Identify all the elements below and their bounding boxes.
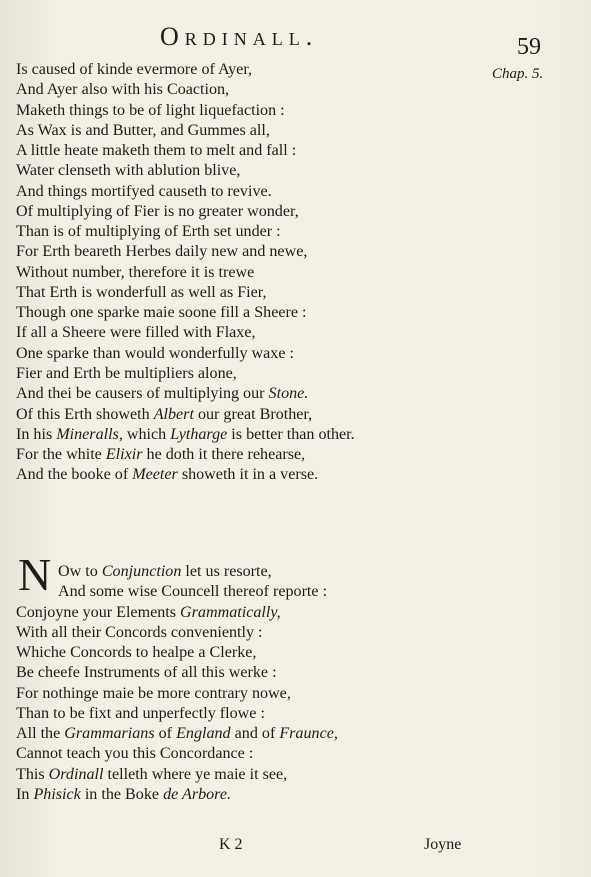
verse-line [16,323,484,343]
text-run: he doth it there rehearse, [142,446,306,464]
verse-line [16,121,484,141]
text-run: As Wax is and Butter, and Gummes all, [16,121,270,139]
verse-line [16,384,484,404]
running-head: Ordinall. [160,22,319,51]
italic-text: Lytharge [170,425,228,443]
verse-line [16,263,484,283]
text-run: That Erth is wonderfull as well as Fier, [16,283,267,301]
text-run: If all a Sheere were filled with Flaxe, [16,324,256,342]
verse-line [16,663,484,683]
verse-block-2 [16,562,484,805]
italic-text: England [176,725,231,743]
text-run: For the white [16,446,106,464]
italic-text: Stone. [268,385,309,403]
verse-line [16,182,484,202]
verse-line [16,283,484,303]
text-run: With all their Concords conveniently : [16,623,263,641]
text-run: Be cheefe Instruments of all this werke : [16,664,277,682]
italic-text: Grammarians [64,725,155,743]
text-run: Maketh things to be of light liquefaction : [16,101,285,119]
text-run: For Erth beareth Herbes daily new and newe, [16,243,308,261]
verse-line [16,684,484,704]
verse-line [16,242,484,262]
italic-text: de Arbore. [163,785,232,803]
verse-line [16,465,484,485]
text-run: Though one sparke maie soone fill a Sheere : [16,304,307,322]
text-run: is better than other. [227,425,355,443]
text-run: And Ayer also with his Coaction, [16,81,230,99]
text-run: of [154,725,177,743]
verse-line [16,303,484,323]
text-run: telleth where ye maie it see, [103,765,288,783]
verse-line [16,405,484,425]
verse-line [16,202,484,222]
verse-line [16,344,484,364]
text-run: let us resorte, [181,563,272,580]
italic-text: Elixir [105,446,143,464]
text-run: This [16,765,49,783]
text-run: And the booke of [16,466,133,484]
text-run: And things mortifyed causeth to revive. [16,182,272,200]
text-run: For nothinge maie be more contrary nowe, [16,684,291,702]
verse-line [16,425,484,445]
verse-line [16,161,484,181]
verse-line [16,724,484,744]
page-number: 59 [517,34,541,60]
verse-line [16,141,484,161]
text-run: And thei be causers of multiplying our [16,385,269,403]
text-run: in the Boke [80,785,164,803]
text-run: Whiche Concords to healpe a Clerke, [16,644,257,662]
text-run: Cannot teach you this Concordance : [16,745,254,763]
verse-line [16,80,484,100]
italic-text: Fraunce, [279,725,338,743]
italic-text: Conjunction [101,563,182,580]
verse-line [16,101,484,121]
text-run: Is caused of kinde evermore of Ayer, [16,61,253,78]
drop-capital: N [18,549,52,600]
text-run: And some wise Councell thereof reporte : [58,583,328,601]
verse-block-1 [16,60,484,486]
signature-mark: K 2 [219,836,243,853]
verse-line [16,60,484,80]
verse-line [16,785,484,805]
text-run: Of this Erth showeth [16,405,154,423]
text-run: In his [16,425,57,443]
text-run: which [122,425,171,443]
verse-line [16,582,484,602]
text-run: Than to be fixt and unperfectly flowe : [16,704,265,722]
text-run: One sparke than would wonderfully waxe : [16,344,294,362]
verse-line [16,623,484,643]
verse-line [16,765,484,785]
verse-line [16,562,484,582]
verse-line [16,222,484,242]
italic-text: Albert [153,405,194,423]
italic-text: Phisick [33,785,81,803]
italic-text: Ordinall [48,765,104,783]
verse-line [16,643,484,663]
text-run: In [16,785,34,803]
text-run: Of multiplying of Fier is no greater wonder, [16,202,299,220]
verse-line [16,704,484,724]
text-run: Ow to [58,563,102,580]
text-run: showeth it in a verse. [177,466,319,484]
verse-line [16,603,484,623]
italic-text: Mineralls, [56,425,123,443]
catchword: Joyne [424,836,462,853]
text-run: Fier and Erth be multipliers alone, [16,364,237,382]
verse-line [16,744,484,764]
text-run: our great Brother, [193,405,313,423]
verse-line [16,364,484,384]
verse-line [16,445,484,465]
text-run: Water clenseth with ablution blive, [16,162,241,180]
text-run: Without number, therefore it is trewe [16,263,255,281]
margin-note: Chap. 5. [492,66,544,82]
text-run: All the [16,725,65,743]
italic-text: Meeter [132,466,178,484]
text-run: A little heate maketh them to melt and fall : [16,142,297,160]
text-run: Than is of multiplying of Erth set under : [16,223,281,241]
text-run: and of [230,725,280,743]
text-run: Conjoyne your Elements [16,603,181,621]
italic-text: Grammatically, [180,603,281,621]
